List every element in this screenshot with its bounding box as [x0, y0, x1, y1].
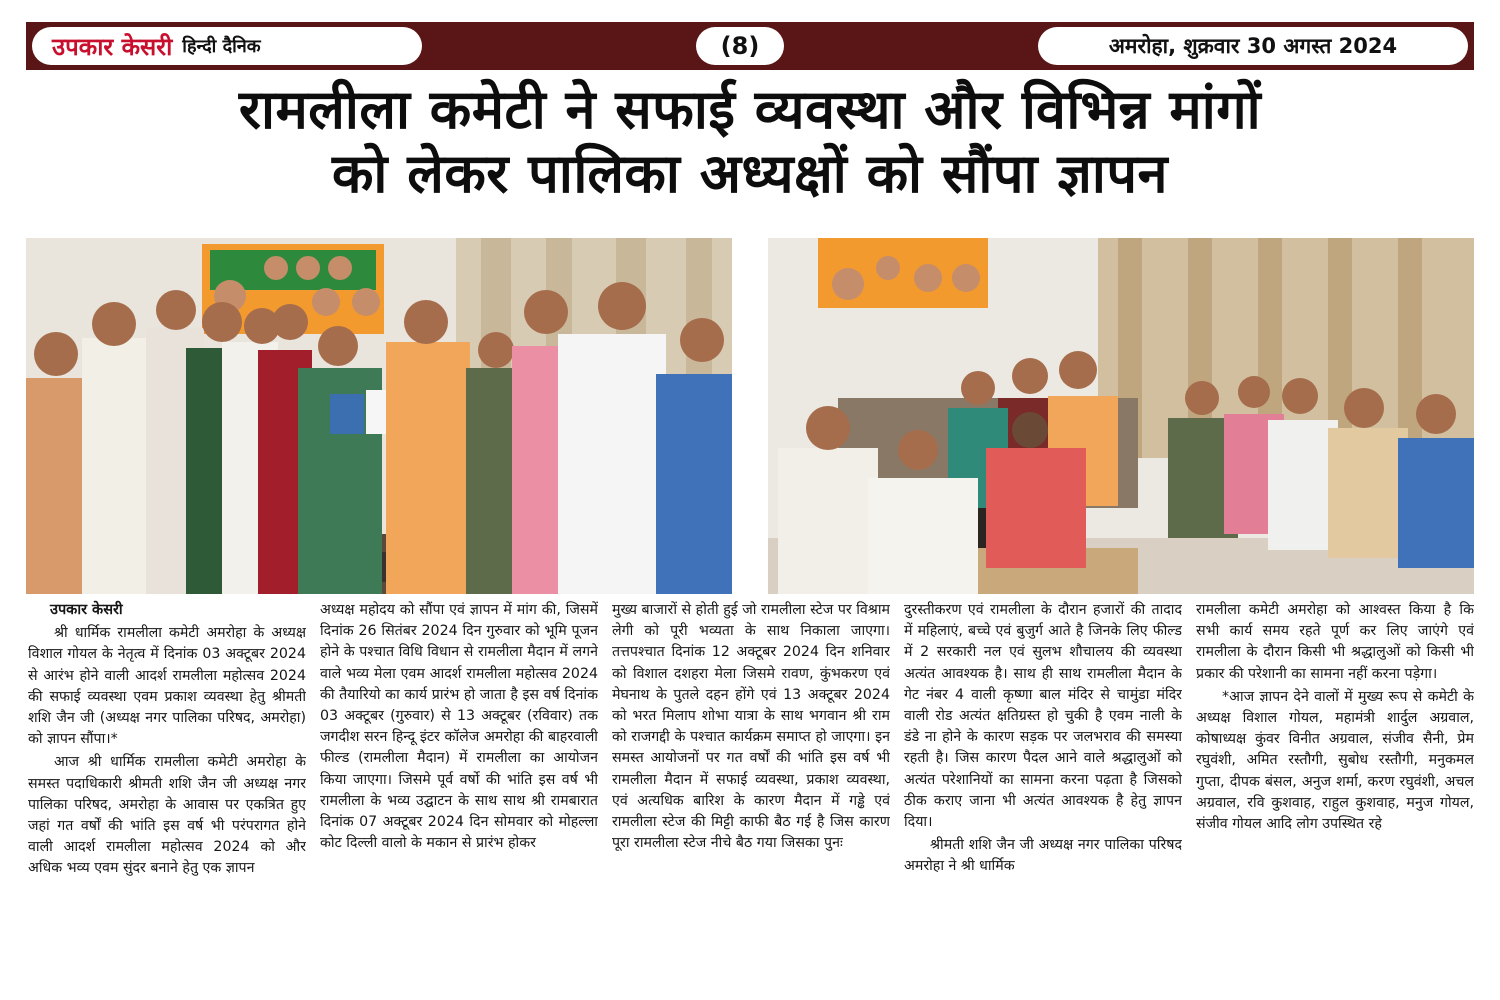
- article-paragraph: रामलीला कमेटी अमरोहा को आश्वस्त किया है कि सभी कार्य समय रहते पूर्ण कर लिए जाएंगे एवं रामलीला के दौरान किसी भी श्रद्धालुओं को किसी भी प्रकार की परेशानी का सामना नहीं करना पड़ेगा।: [1196, 602, 1474, 682]
- photo-left-illustration: [26, 238, 732, 594]
- photo-meeting-room: [768, 238, 1474, 594]
- page-number: (8): [696, 27, 784, 65]
- article-byline: उपकार केसरी: [50, 602, 123, 618]
- article-paragraph: *आज ज्ञापन देने वालों में मुख्य रूप से कमेटी के अध्यक्ष विशाल गोयल, महामंत्री शार्दुल अग्रवाल, कोषाध्यक्ष कुंवर विनीत अग्रवाल, संजीव सैनी, प्रेम रघुवंशी, अमित रस्तौगी, सुबोध रस्तौगी, मनुकमल गुप्ता, दीपक बंसल, अनुज शर्मा, करण रघुवंशी, अचल अग्रवाल, रवि कुशवाह, राहुल कुशवाह, मनुज गोयल, संजीव गोयल आदि लोग उपस्थित रहे: [1196, 688, 1474, 833]
- article-column-5: [1196, 600, 1474, 998]
- article-paragraph: मुख्य बाजारों से होती हुई जो रामलीला स्टेज पर विश्राम लेगी को पूरी भव्यता के साथ निकाला जाएगा। तत्तपश्चात दिनांक 12 अक्टूबर 2024 दिन शनिवार को विशाल दशहरा मेला जिसमे रावण, कुंभकरण एवं मेघनाथ के पुतले दहन होंगे एवं 13 अक्टूबर 2024 को भरत मिलाप शोभा यात्रा के साथ भगवान श्री राम को राजगद्दी के पश्चात कार्यक्रम समाप्त हो जाएगा। इन समस्त आयोजनों पर गत वर्षों की भांति इस वर्ष भी रामलीला मैदान में सफाई व्यवस्था, प्रकाश व्यवस्था, एवं अत्यधिक बारिश के कारण मैदान में गड्ढे एवं रामलीला स्टेज की मिट्टी काफी बैठ गई है जिस कारण पूरा रामलीला स्टेज नीचे बैठ गया जिसका पुनः: [612, 602, 890, 852]
- article-column-3: [612, 600, 890, 998]
- headline: [20, 78, 1480, 206]
- article-paragraph: श्रीमती शशि जैन जी अध्यक्ष नगर पालिका परिषद अमरोहा ने श्री धार्मिक: [904, 837, 1182, 875]
- brand-pill: [32, 27, 422, 65]
- photo-memorandum-handover: [26, 238, 732, 594]
- paper-tagline: हिन्दी दैनिक: [182, 36, 261, 57]
- article-column-1: [26, 600, 306, 998]
- headline-line-1: रामलीला कमेटी ने सफाई व्यवस्था और विभिन्न मांगों: [238, 78, 1262, 141]
- dateline: अमरोहा, शुक्रवार 30 अगस्त 2024: [1038, 27, 1468, 65]
- article-column-2: [320, 600, 598, 998]
- article-paragraph: दुरस्तीकरण एवं रामलीला के दौरान हजारों की तादाद में महिलाएं, बच्चे एवं बुजुर्ग आते है जिनके लिए फील्ड में 2 सरकारी नल एवं सुलभ शौचालय की व्यवस्था अत्यंत आवश्यक है। साथ ही साथ रामलीला मैदान के गेट नंबर 4 वाली कृष्णा बाल मंदिर से चामुंडा मंदिर वाली रोड अत्यंत क्षतिग्रस्त हो चुकी है एवम नाली के डंडे ना होने के कारण सड़क पर जलभराव की समस्या रहती है। जिस कारण पैदल आने वाले श्रद्धालुओं को अत्यंत परेशानियों का सामना करना पढ़ता है जिसको ठीक कराए जाना भी अत्यंत आवश्यक है हेतु ज्ञापन दिया।: [904, 602, 1182, 831]
- article-column-4: [904, 600, 1182, 998]
- headline-line-2: को लेकर पालिका अध्यक्षों को सौंपा ज्ञापन: [331, 142, 1169, 205]
- paper-name: उपकार केसरी: [52, 32, 173, 61]
- article-paragraph: अध्यक्ष महोदय को सौंपा एवं ज्ञापन में मांग की, जिसमें दिनांक 26 सितंबर 2024 दिन गुरुवार को भूमि पूजन होने के पश्चात विधि विधान से रामलीला मैदान में लगने वाले भव्य मेला एवम आदर्श रामलीला महोत्सव 2024 की तैयारियो का कार्य प्रारंभ हो जाता है इस वर्ष दिनांक 03 अक्टूबर (गुरुवार) से 13 अक्टूबर (रविवार) तक जगदीश सरन हिन्दू इंटर कॉलेज अमरोहा की बाहरवाली फील्ड (रामलीला मैदान) में रामलीला का आयोजन किया जाएगा। जिसमे पूर्व वर्षो की भांति इस वर्ष भी रामलीला के भव्य उद्घाटन के साथ साथ श्री रामबारात दिनांक 07 अक्टूबर 2024 दिन सोमवार को मोहल्ला कोट दिल्ली वालो के मकान से प्रारंभ होकर: [320, 602, 598, 852]
- article-body: [26, 600, 1474, 998]
- article-paragraph: श्री धार्मिक रामलीला कमेटी अमरोहा के अध्यक्ष विशाल गोयल के नेतृत्व में दिनांक 03 अक्टूबर 2024 से आरंभ होने वाली आदर्श रामलीला महोत्सव 2024 की सफाई व्यवस्था एवम प्रकाश व्यवस्था हेतु श्रीमती शशि जैन जी (अध्यक्ष नगर पालिका परिषद, अमरोहा) को ज्ञापन सौंपा।*: [28, 625, 306, 748]
- masthead-band: [26, 22, 1474, 70]
- article-paragraph: आज श्री धार्मिक रामलीला कमेटी अमरोहा के समस्त पदाधिकारी श्रीमती शशि जैन जी अध्यक्ष नगर पालिका परिषद, अमरोहा के आवास पर एकत्रित हुए जहां गत वर्षों की भांति इस वर्ष भी परंपरागत होने वाली आदर्श रामलीला महोत्सव 2024 को और अधिक भव्य एवम सुंदर बनाने हेतु एक ज्ञापन: [28, 754, 306, 877]
- photo-right-illustration: [768, 238, 1474, 594]
